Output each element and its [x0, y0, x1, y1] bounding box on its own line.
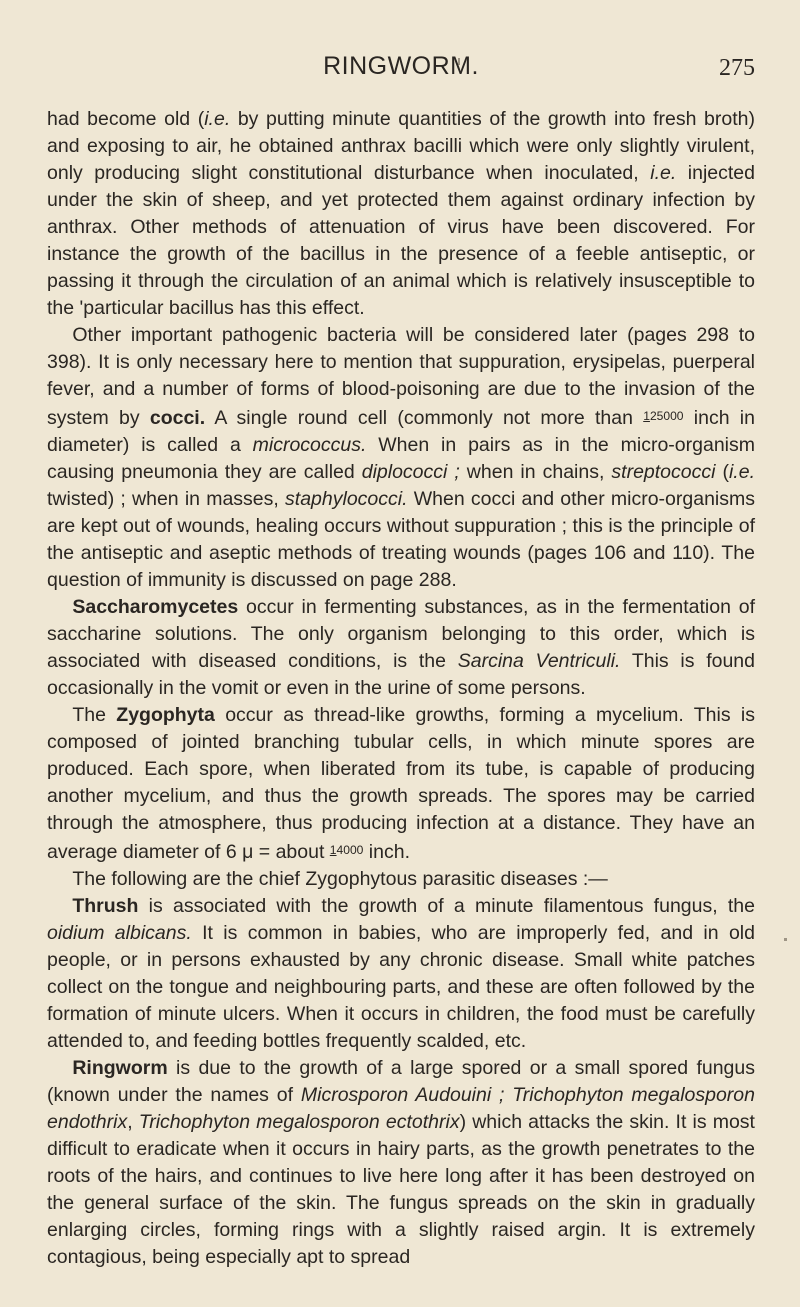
fraction — [643, 409, 683, 423]
text-run: occur as thread-like growths, forming a mycelium. This is composed of jointed branching tubular cells, in which minute spores are produced. Each spore, when liberated from its tube, is capable of producing another mycelium, and thus the growth spreads. The spores may be carried through the atmosphere, thus producing infection at a distance. They have an average diameter of 6 μ = about — [47, 704, 755, 864]
paragraph-ringworm — [47, 1055, 755, 1271]
fraction-denominator: 25000 — [649, 409, 684, 423]
italic-run: i.e. — [650, 162, 677, 184]
paragraph-zygophyta — [47, 702, 755, 866]
text-run: A single round cell (commonly not more than — [205, 407, 644, 430]
paragraph-saccharomycetes — [47, 594, 755, 702]
italic-run: micrococcus. — [252, 434, 367, 457]
text-run: inch in diameter) is called a — [47, 407, 755, 457]
text-run: When cocci and other micro-organisms are kept out of wounds, healing occurs without suppuration ; this is the principle of the antiseptic and aseptic methods of treating wounds (pages 106 and 110). The question of immunity is discussed on page 288. — [47, 488, 755, 592]
fraction — [330, 843, 364, 857]
text-run: , — [127, 1111, 139, 1134]
section-heading-thrush: Thrush — [72, 895, 139, 918]
section-heading-cocci: cocci. — [149, 407, 206, 430]
italic-run: i.e. — [728, 461, 755, 484]
text-run: ) which attacks the skin. It is most difficult to eradicate when it occurs in hairy parts, as the growth penetrates to the roots of the hairs, and continues to live here long after it has been destroyed on the general surface of the skin. The fungus spreads on the skin in gradually enlarging circles, forming rings with a slightly raised argin. It is extremely contagious, being especially apt to spread — [47, 1111, 755, 1269]
text-run: The — [72, 704, 117, 727]
text-run: injected under the skin of sheep, and yet protected them against ordinary infection by anthrax. Other methods of attenuation of virus have been discovered. For instance the growth of the bacillus in the presence of a feeble antiseptic, or passing it through the circulation of an animal which is relatively insusceptible to the 'particular bacillus has this effect. — [47, 162, 755, 319]
italic-run: Trichophyton megalosporon ectothrix — [138, 1111, 460, 1134]
fraction-numerator: 1 — [643, 409, 650, 423]
italic-run: oidium albicans. — [47, 922, 192, 945]
fraction-numerator: 1 — [329, 843, 337, 858]
paragraph-thrush — [47, 893, 755, 1055]
text-run: inch. — [363, 841, 410, 864]
text-run: occur in fermenting substances, as in the fermentation of saccharine solutions. The only organism belonging to this order, which is associated with diseased conditions, is the — [47, 596, 755, 673]
text-run: ( — [715, 461, 729, 484]
text-run: is due to the growth of a large spored or a small spored fungus (known under the names of — [47, 1057, 755, 1107]
text-run: had become old ( — [47, 108, 205, 130]
body-text — [47, 106, 755, 1271]
section-heading-ringworm: Ringworm — [72, 1057, 168, 1080]
section-heading-saccharomycetes: Saccharomycetes — [72, 596, 239, 619]
italic-run: i.e. — [204, 108, 231, 130]
scan-speck — [784, 938, 787, 941]
italic-run: diplococci ; — [361, 461, 460, 484]
page-number: 275 — [719, 55, 755, 81]
text-run: by putting minute quantities of the growth into fresh broth) and exposing to air, he obtained anthrax bacilli which were only slightly virulent, only producing slight constitutional disturbance when inoculated, — [47, 108, 755, 184]
paragraph-cocci — [47, 322, 755, 594]
italic-run: Sarcina Ventriculi. — [457, 650, 621, 673]
running-header — [47, 52, 755, 86]
text-run: Other important pathogenic bacteria will be considered later (pages 298 to 398). It is only necessary here to mention that suppuration, erysipelas, puerperal fever, and a number of forms of blood-poisoning are due to the invasion of the system by — [47, 324, 755, 430]
section-heading-zygophyta: Zygophyta — [116, 704, 215, 727]
text-run: is associated with the growth of a minute filamentous fungus, the — [138, 895, 755, 918]
italic-run: Microsporon Audouini ; Trichophyton megalosporon endothrix — [47, 1084, 755, 1134]
fraction-denominator: 4000 — [336, 843, 364, 858]
text-run: It is common in babies, who are improperly fed, and in old people, or in persons exhausted by any chronic disease. Small white patches collect on the tongue and neighbouring parts, and these are often followed by the formation of minute ulcers. When it occurs in children, the food must be carefully attended to, and feeding bottles frequently scalded, etc. — [47, 922, 755, 1053]
italic-run: streptococci — [611, 461, 716, 484]
text-run: The following are the chief Zygophytous parasitic diseases :— — [72, 868, 608, 891]
text-run: when in chains, — [459, 461, 612, 484]
paragraph-zygophytous-diseases — [47, 866, 755, 893]
text-run: When in pairs as in the micro-organism causing pneumonia they are called — [47, 434, 755, 484]
text-run: twisted) ; when in masses, — [47, 488, 286, 511]
text-run: This is found occasionally in the vomit or even in the urine of some persons. — [47, 650, 755, 700]
running-title: RINGWORM. — [323, 52, 479, 80]
italic-run: staphylococci. — [285, 488, 408, 511]
paragraph-attenuation — [47, 106, 755, 322]
